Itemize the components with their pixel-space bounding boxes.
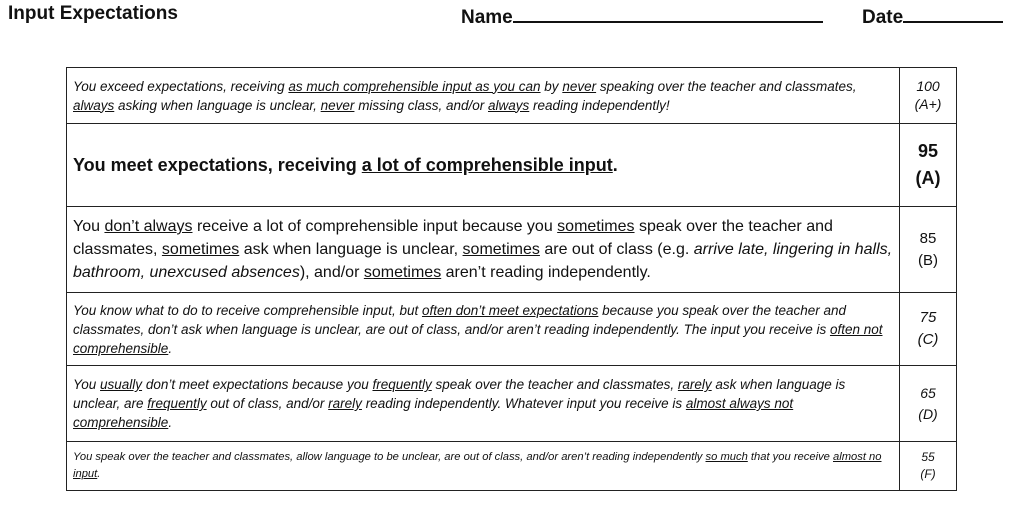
rubric-row-c bbox=[67, 293, 957, 366]
grade-score: 55 bbox=[921, 450, 935, 464]
rubric-row-a bbox=[67, 124, 957, 207]
rubric-row-b bbox=[67, 207, 957, 293]
rubric-row-f bbox=[67, 442, 957, 491]
rubric-grade bbox=[900, 293, 957, 366]
name-label: Name bbox=[461, 7, 513, 28]
rubric-row-a-plus bbox=[67, 68, 957, 124]
grade-letter: (A) bbox=[915, 168, 941, 188]
rubric-description: You meet expectations, receiving a lot of comprehensible input. bbox=[67, 124, 900, 207]
rubric-grade bbox=[900, 442, 957, 491]
grade-score: 75 bbox=[919, 309, 937, 326]
rubric-grade bbox=[900, 366, 957, 442]
rubric-grade bbox=[900, 124, 957, 207]
grade-score: 85 bbox=[919, 229, 937, 247]
rubric-grade bbox=[900, 207, 957, 293]
worksheet-title: Input Expectations bbox=[8, 3, 178, 24]
name-blank-line bbox=[513, 3, 823, 23]
grade-score: 95 bbox=[917, 141, 939, 161]
grade-score: 100 bbox=[916, 78, 940, 94]
grade-score: 65 bbox=[920, 384, 936, 401]
date-field bbox=[862, 3, 1003, 29]
rubric-description: You know what to do to receive comprehensible input, but often don’t meet expectations because you speak over the teacher and classmates, don’t ask when language is unclear, are out of class, and/or aren’t reading independently. The input you receive is often not comprehensible. bbox=[67, 293, 900, 366]
grade-letter: (C) bbox=[917, 331, 939, 348]
rubric-description: You exceed expectations, receiving as much comprehensible input as you can by never speaking over the teacher and classmates, always asking when language is unclear, never missing class, and/or always reading independently! bbox=[67, 68, 900, 124]
rubric-table bbox=[66, 67, 957, 491]
rubric-description: You speak over the teacher and classmates, allow language to be unclear, are out of class, and/or aren’t reading independently so much that you receive almost no input. bbox=[67, 442, 900, 491]
date-label: Date bbox=[862, 7, 904, 28]
rubric-description: You usually don’t meet expectations because you frequently speak over the teacher and classmates, rarely ask when language is unclear, are frequently out of class, and/or rarely reading independently. Whatever input you receive is almost always not comprehensible. bbox=[67, 366, 900, 442]
date-blank-line bbox=[903, 3, 1003, 23]
worksheet-header bbox=[0, 0, 1023, 32]
rubric-description: You don’t always receive a lot of comprehensible input because you sometimes speak over the teacher and classmates, sometimes ask when language is unclear, sometimes are out of class (e.g. arrive late, lingering in halls, bathroom, unexcused absences), and/or sometimes aren’t reading independently. bbox=[67, 207, 900, 293]
grade-letter: (F) bbox=[920, 467, 936, 481]
grade-letter: (D) bbox=[918, 405, 938, 422]
grade-letter: (A+) bbox=[914, 95, 942, 112]
rubric-row-d bbox=[67, 366, 957, 442]
name-field bbox=[461, 3, 823, 29]
grade-letter: (B) bbox=[918, 251, 938, 269]
rubric-grade bbox=[900, 68, 957, 124]
